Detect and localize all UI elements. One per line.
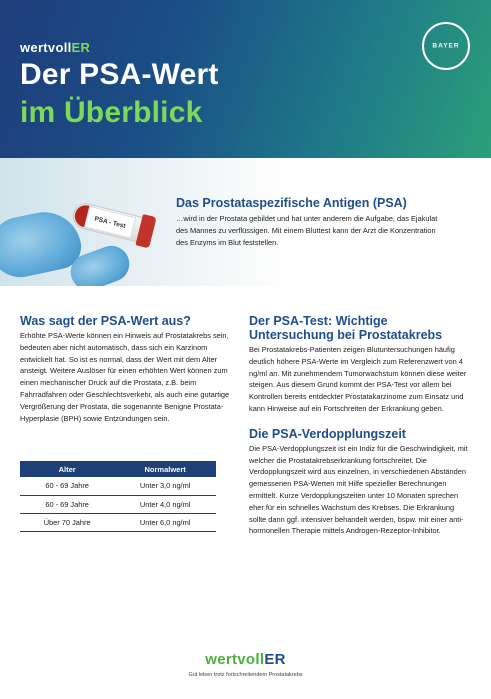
table-cell-value: Unter 4,0 ng/ml [114, 495, 216, 513]
footer-brand-part-1: wertvoll [205, 651, 265, 668]
intro-text: …wird in der Prostata gebildet und hat unter anderem die Aufgabe, das Ejakulat des Mannes zu verflüssigen. Mit einem Bluttest kann der Arzt die Konzentration des Enzyms im Blut feststellen. [176, 214, 438, 247]
table-cell-value: Unter 3,0 ng/ml [114, 477, 216, 495]
table-row [20, 477, 216, 495]
section-text-doubling-time: Die PSA-Verdopplungszeit ist ein Indiz für die Geschwindigkeit, mit welcher die Prostatakrebserkrankung fortschreitet. Die Verdopplungszeit wird aus einzelnen, in verschiedenen Abständen gemessenen PSA-Werten mit Hilfe spezieller Berechnungen ermittelt. Kurze Verdopplungszeiten unter 10 Monaten sprechen eher für ein schnelles Wachstum des Krebses. Die Erkrankung sollte dann ggf. intensiver behandelt werden, bspw. mit einer anti-hormonellen Therapie mittels Androgen-Rezeptor-Inhibitor. [249, 443, 468, 536]
footer-brand-part-2: ER [264, 651, 286, 668]
intro-title: Das Prostataspezifische Antigen (PSA) [176, 196, 407, 210]
table-cell-value: Unter 6,0 ng/ml [114, 513, 216, 531]
bayer-cross-logo [422, 22, 470, 70]
brand-logo-top [20, 40, 90, 55]
table-row [20, 513, 216, 531]
footer-tagline: Gut leben trotz fortschreitendem Prostatakrebs [188, 672, 303, 678]
blood-tube-icon [69, 197, 157, 250]
left-column [20, 314, 236, 424]
bayer-logo-horizontal-text: BAYER [432, 42, 460, 50]
brand-part-2: ER [71, 40, 91, 55]
table-header-row [20, 461, 216, 477]
table-cell-age: 60 - 69 Jahre [20, 477, 114, 495]
page-title-line-1: Der PSA-Wert [20, 58, 219, 91]
table-cell-age: 60 - 69 Jahre [20, 495, 114, 513]
brand-logo-footer [0, 651, 491, 668]
section-title-psa-meaning: Was sagt der PSA-Wert aus? [20, 314, 191, 328]
section-title-psa-test: Der PSA-Test: Wichtige Untersuchung bei Prostatakrebs [249, 314, 443, 342]
age-normal-values-table [20, 461, 216, 532]
brand-part-1: wertvoll [20, 40, 72, 55]
page-title-line-2: im Überblick [20, 96, 203, 129]
table-cell-age: Über 70 Jahre [20, 513, 114, 531]
section-text-psa-test: Bei Prostatakrebs-Patienten zeigen Blutuntersuchungen häufig deutlich höhere PSA-Werte im Vergleich zum Referenzwert von 4 ng/ml an. Mit zunehmendem Tumorwachstum können diese weiter steigen. Aus diesem Grund kommt der PSA-Test vor allem bei Kontrollen bereits entdeckter Prostatakarzinome zum Einsatz und kann Hinweise auf ein Fortschreiten der Erkrankung geben. [249, 345, 467, 413]
table-header-normal: Normalwert [114, 461, 216, 477]
section-text-psa-meaning: Erhöhte PSA-Werte können ein Hinweis auf Prostatakrebs sein, bedeuten aber nicht automatisch, dass sich ein Karzinom entwickelt hat. So ist es normal, dass der Wert mit dem Alter ansteigt. Weitere Auslöser für einen erhöhten Wert können zum einen mechanischer Druck auf die Prostata, z.B. beim Fahrradfahren oder Geschlechtsverkehr, als auch eine gutartige Vergrößerung der Prostata, die sogenannte Benigne Prostata-Hyperplasie (BPH) sowie Entzündungen sein. [20, 331, 230, 423]
table-header-age: Alter [20, 461, 114, 477]
section-title-doubling-time: Die PSA-Verdopplungszeit [249, 426, 406, 441]
header-banner [0, 0, 491, 158]
table-row [20, 495, 216, 513]
tube-label: PSA - Test [84, 206, 136, 239]
right-column [249, 314, 471, 537]
